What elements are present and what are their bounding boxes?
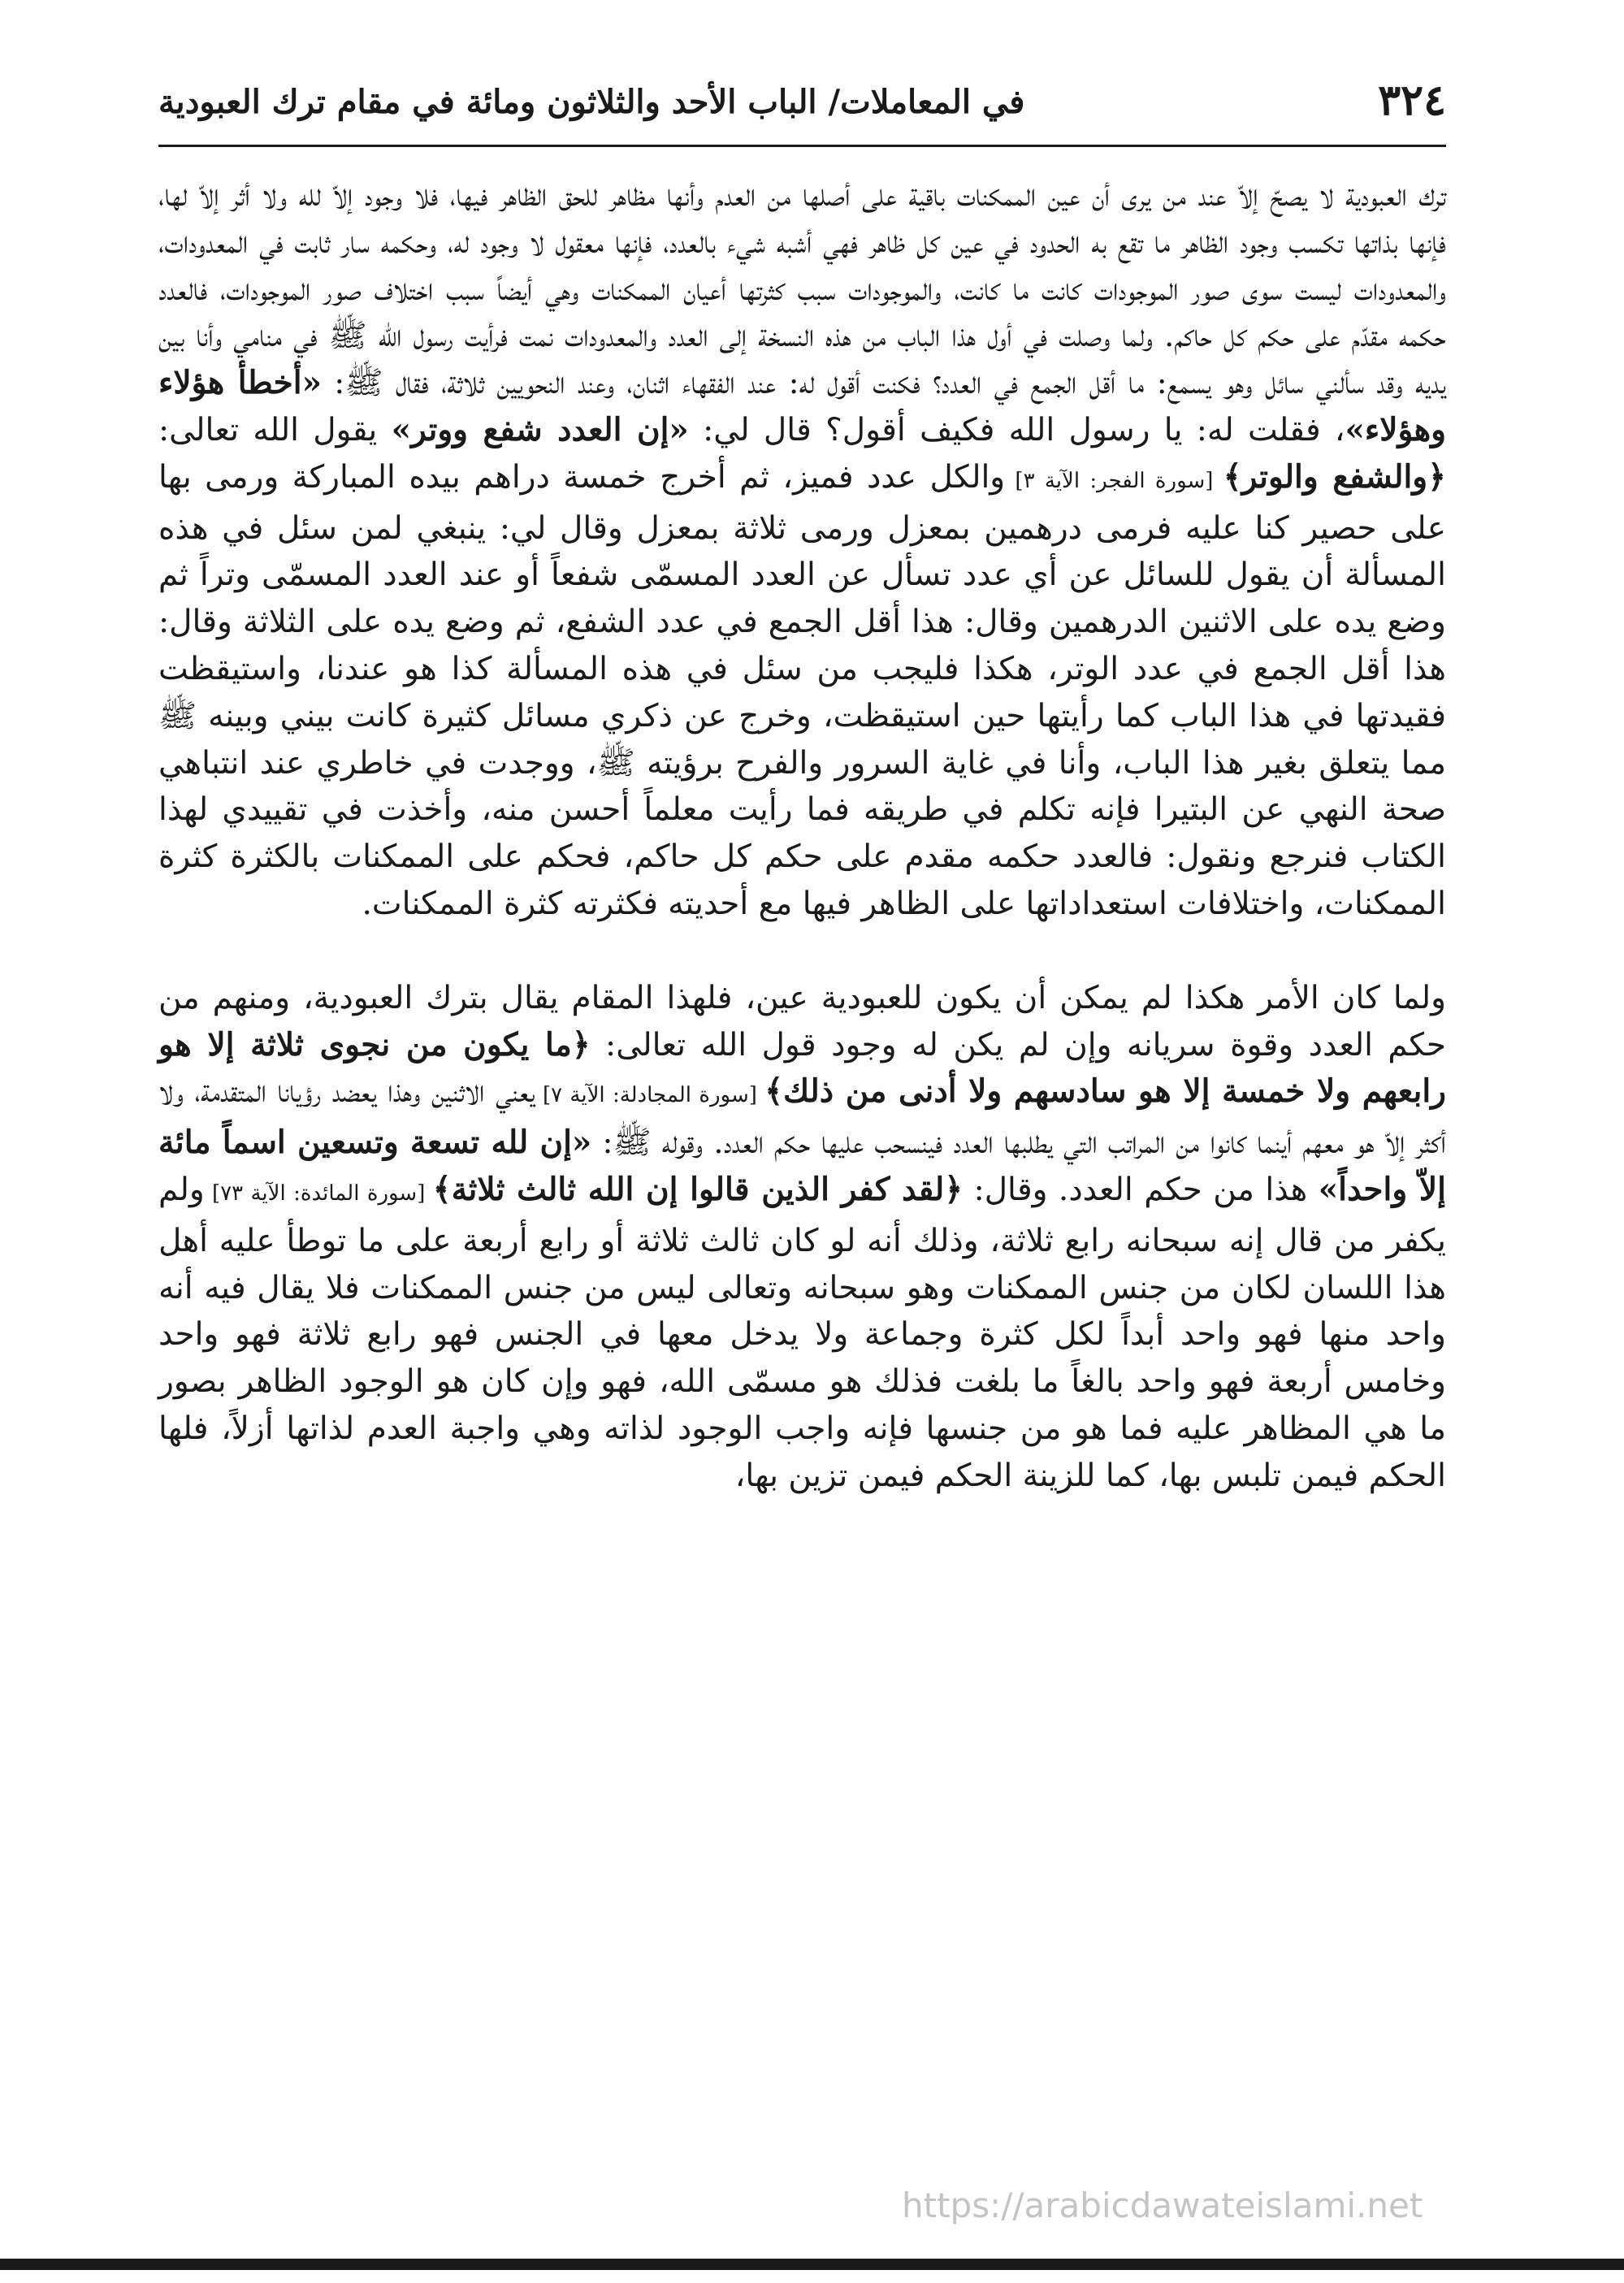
verse-reference: [سورة الفجر: الآية ٣] <box>1005 468 1223 493</box>
bottom-scan-band <box>0 2259 1624 2270</box>
paragraph-2 <box>158 975 1446 1500</box>
text-span: ولم يكفر من قال إنه سبحانه رابع ثلاثة، وذلك أنه لو كان ثالث ثلاثة أو رابع أربعة على ما توطأ عليه أهل هذا اللسان لكان من جنس الممكنات وهو سبحانه وتعالى ليس من جنس الممكنات فلا يقال فيه أنه واحد منها فهو واحد أبداً لكل كثرة وجماعة ولا يدخل معها في الجنس فهو رابع ثلاثة فهو واحد وخامس أربعة فهو واحد بالغاً ما بلغت فذلك هو مسمّى الله، فهو وإن كان هو الوجود الظاهر بصور ما هي المظاهر عليه فما هو من جنسها فإنه واجب الوجود لذاته وهي واجبة العدم لذاتها أزلاً، فلها الحكم فيمن تلبس بها، كما للزينة الحكم فيمن تزين بها، <box>158 1171 1446 1494</box>
verse-reference: [سورة المائدة: الآية ٧٣] <box>204 1180 433 1206</box>
text-span: ترك العبودية لا يصحّ إلاّ عند من يرى أن عين الممكنات باقية على أصلها من العدم وأنها مظاهر للحق الظاهر فيها، فلا وجود إلاّ لله ولا أثر إلاّ لها، فإنها بذاتها تكسب وجود الظاهر ما تقع به الحدود في عين كل ظاهر فهي أشبه شيء بالعدد، فإنها معقول لا وجود له، وحكمه سار ثابت في المعدودات، والمعدودات ليست سوى صور الموجودات كانت ما كانت، والموجودات سبب كثرتها أعيان الممكنات وهي أيضاً سبب اختلاف صور الموجودات، فالعدد حكمه مقدّم على حكم كل حاكم. ولما وصلت في أول هذا الباب من هذه النسخة إلى العدد والمعدودات نمت فرأيت رسول الله ﷺ في منامي وأنا بين يديه وقد سألني سائل وهو يسمع: ما أقل الجمع في العدد؟ فكنت أقول له: عند الفقهاء اثنان، وعند النحويين ثلاثة، فقال ﷺ: <box>158 177 1446 402</box>
text-span: والكل عدد فميز، ثم أخرج خمسة دراهم بيده المباركة ورمى بها على حصير كنا عليه فرمى درهمين بمعزل ورمى ثلاثة بمعزل وقال لي: ينبغي لمن سئل في هذه المسألة أن يقول للسائل عن أي عدد تسأل عن العدد المسمّى شفعاً أو عند العدد المسمّى وتراً ثم وضع يده على الاثنين الدرهمين وقال: هذا أقل الجمع في عدد الشفع، ثم وضع يده على الثلاثة وقال: هذا أقل الجمع في عدد الوتر، هكذا فليجب من سئل في هذه المسألة كذا هو عندنا، واستيقظت فقيدتها في هذا الباب كما رأيتها حين استيقظت، وخرج عن ذكري مسائل كثيرة كانت بيني وبينه ﷺ مما يتعلق بغير هذا الباب، وأنا في غاية السرور والفرح برؤيته ﷺ، ووجدت في خاطري عند انتباهي صحة النهي عن البتيرا فإنه تكلم في طريقه فما رأيت معلماً أحسن منه، وأخذت في تقييدي لهذا الكتاب فنرجع ونقول: فالعدد حكمه مقدم على حكم كل حاكم، فحكم على الممكنات بالكثرة كثرة الممكنات، واختلافات استعداداتها على الظاهر فيها مع أحديته فكثرته كثرة الممكنات. <box>158 458 1446 922</box>
text-span: ، فقلت له: يا رسول الله فكيف أقول؟ قال لي: <box>688 411 1345 448</box>
page-number: ٣٢٤ <box>1378 76 1446 125</box>
body-text <box>158 172 1446 1500</box>
quran-verse: ﴿لقد كفر الذين قالوا إن الله ثالث ثلاثة﴾ <box>432 1170 964 1208</box>
watermark-url: https://arabicdawateislami.net <box>902 2186 1423 2225</box>
hadith-quote: «أخطأ هؤلاء وهؤلاء» <box>158 364 1446 448</box>
hadith-quote: «إن لله تسعة وتسعين اسماً مائة إلاّ واحداً» <box>158 1124 1446 1208</box>
page-header <box>158 65 1446 146</box>
header-rule <box>158 145 1446 147</box>
text-span: يعني الاثنين وهذا يعضد رؤيانا المتقدمة، ولا أكثر إلاّ هو معهم أينما كانوا من المراتب التي يطلبها العدد فينسحب عليها حكم العدد. وقوله ﷺ: <box>158 1073 1446 1162</box>
hadith-quote: «إن العدد شفع ووتر» <box>391 410 689 448</box>
quran-verse: ﴿ما يكون من نجوى ثلاثة إلا هو رابعهم ولا خمسة إلا هو سادسهم ولا أدنى من ذلك﴾ <box>158 1025 1447 1111</box>
text-span: يقول الله تعالى: <box>158 411 392 448</box>
text-span: ولما كان الأمر هكذا لم يمكن أن يكون للعبودية عين، فلهذا المقام يقال بترك العبودية، ومنهم من حكم العدد وقوة سريانه وإن لم يكن له وجود قول الله تعالى: <box>158 979 1447 1064</box>
running-title: في المعاملات/ الباب الأحد والثلاثون ومائة في مقام ترك العبودية <box>158 83 1025 121</box>
quran-verse: ﴿والشفع والوتر﴾ <box>1223 457 1446 496</box>
verse-reference: [سورة المجادلة: الآية ٧] <box>535 1083 765 1108</box>
paragraph-1 <box>158 172 1446 928</box>
text-span: هذا من حكم العدد. وقال: <box>963 1171 1319 1208</box>
